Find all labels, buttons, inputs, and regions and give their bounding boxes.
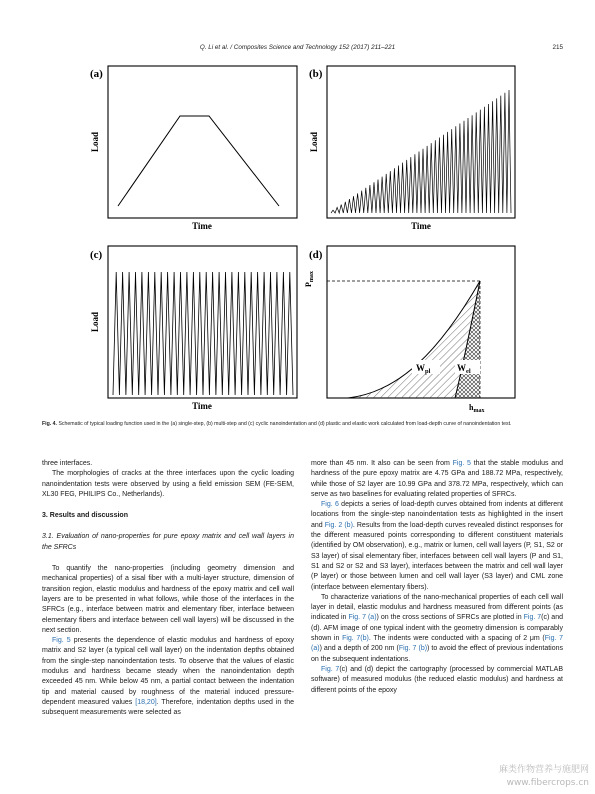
watermark-line2: www.fibercrops.cn <box>506 778 589 788</box>
right-p4: Fig. 7(c) and (d) depict the cartography (processed by commercial MATLAB software) of measured modulus (the reduced elastic modulus) and hardness at different points of the epoxy <box>311 665 563 694</box>
right-p1: more than 45 nm. It also can be seen from Fig. 5 that the stable modulus and hardness of the pure epoxy matrix are 4.75 GPa and 188.72 MPa, respectively, while those of S2 layer are 10.99 GPa and 378.72 MPa, respectively, which can serve as two baselines for evaluating related properties of SFRCs. <box>311 460 563 498</box>
fig6-link[interactable]: Fig. 6 <box>321 501 339 509</box>
fig5-link-right[interactable]: Fig. 5 <box>452 460 471 467</box>
watermark-line1: 麻类作物营养与施肥网 <box>498 765 589 775</box>
caption-text: Schematic of typical loading function used in the (a) single-step, (b) multi-step and (c) cyclic nanoindentation and (d) plastic and elastic work calculated from load-depth curve of nanoindentation test. <box>58 421 512 427</box>
panel-c <box>90 246 297 411</box>
figure-caption <box>42 420 562 428</box>
panel-b-xlabel: Time <box>411 221 431 231</box>
panel-d <box>304 246 515 414</box>
panel-b <box>309 66 515 231</box>
panel-a-id: (a) <box>90 68 103 80</box>
panel-a-frame <box>108 66 297 218</box>
panel-a <box>90 66 297 231</box>
panel-a-trapezoid <box>118 116 279 206</box>
fig7b-link-2[interactable]: Fig. 7 (b) <box>398 645 428 653</box>
right-p3: To characterize variations of the nano-mechanical properties of each cell wall layer in detail, elastic modulus and hardness measured from different points (as indicated in Fig. 7 (a)) on the cross sections of SFRCs are plotted in Fig. 7(c) and (d). AFM image of one typical indent with the geometry dimension is comparably shown in Fig. 7(b). The indents were conducted with a spacing of 2 μm (Fig. 7 (a)) and a depth of 200 nm (Fig. 7 (b)) to avoid the effect of previous indentations on the subsequent indentations. <box>311 593 563 663</box>
panel-a-ylabel: Load <box>90 131 100 153</box>
watermark <box>499 764 589 790</box>
pmax-label: $P_{max}$ <box>304 271 315 287</box>
page-number: 215 <box>552 44 563 51</box>
left-p1: three interfaces. <box>42 460 93 467</box>
right-column <box>311 459 563 696</box>
panel-b-multistep-wave <box>331 90 511 213</box>
left-column <box>42 459 294 719</box>
journal-reference: Q. Li et al. / Composites Science and Technology 152 (2017) 211–221 <box>199 44 396 51</box>
fig7-link-2[interactable]: Fig. 7 <box>321 665 340 673</box>
hmax-label: $h_{max}$ <box>469 403 485 414</box>
panel-c-id: (c) <box>90 249 103 261</box>
fig7a-link-2[interactable]: Fig. 7 (a) <box>311 635 563 653</box>
subsection-heading: 3.1. Evaluation of nano-properties for pure epoxy matrix and cell wall layers in the SFRCs <box>42 533 294 551</box>
fig5-link[interactable]: Fig. 5 <box>52 637 71 645</box>
left-p4: Fig. 5 presents the dependence of elastic modulus and hardness of epoxy matrix and S2 layer (a typical cell wall layer) on the indentation depths obtained from the single-step nanoindentation tests. To observe that the values of elastic modulus and hardness became steady when the nanoindentation depth exceeded 45 nm. While below 45 nm, a partial contact between the indentation tip and material caused by roughness of the material induced pressure-dependent measured values [18,20]. Therefore, indentation depths used in the subsequent measurements were selected as <box>42 637 294 717</box>
right-p2: Fig. 6 depicts a series of load-depth curves obtained from indents at different locations from the single-step nanoindentation tests as highlighted in the insert and Fig. 2 (b). Results from the load-depth curves revealed distinct responses for the different measured points corresponding to different constituent materials (identified by OM observation), e.g., matrix or lumen, cell wall layers (P, S1, S2 or S3 layer) of sisal elementary fiber, interfaces between cell wall layers (P and S1, S1 and S2 or S2 and S3 layer), interfaces between the matrix and cell wall layer (P layer) or those between lumen and cell wall layer (S3 layer) and CML zone (interface between elementary fibers). <box>311 501 564 591</box>
ref-link[interactable]: [18,20] <box>135 698 157 706</box>
fig7-link[interactable]: Fig. 7 <box>523 614 542 622</box>
left-p2: The morphologies of cracks at the three interfaces upon the cyclic loading nanoindentation tests were observed by using a field emission SEM (FE-SEM, XL30 FEG, PHILIPS Co., Netherlands). <box>42 470 294 498</box>
panel-c-xlabel: Time <box>192 401 212 411</box>
caption-label: Fig. 4. <box>42 421 57 427</box>
fig2b-link[interactable]: Fig. 2 (b) <box>324 521 353 529</box>
panel-b-ylabel: Load <box>309 131 319 153</box>
wel-label: $W_{el}$ <box>457 363 471 375</box>
panel-d-id: (d) <box>309 249 323 261</box>
wpl-label: $W_{pl}$ <box>416 363 431 375</box>
panel-b-id: (b) <box>309 68 323 80</box>
panel-c-ylabel: Load <box>90 311 100 333</box>
fig7a-link[interactable]: Fig. 7 (a) <box>348 614 377 622</box>
fig7b-link[interactable]: Fig. 7(b) <box>342 635 369 643</box>
panel-a-xlabel: Time <box>192 221 212 231</box>
left-p3: To quantify the nano-properties (including geometry dimension and mechanical properties) of a sisal fiber with a multi-layer structure, dimension of transition region, elastic modulus and hardness of the epoxy matrix and cell wall layers are to be presented in what follows, while those of the interfaces in the SFRCs (e.g., interface between matrix and elementary fiber, interface between elementary fibers and interface between cell wall layers) will be discussed in the next section. <box>42 565 294 634</box>
section-heading: 3. Results and discussion <box>42 512 128 520</box>
panel-c-cyclic-wave <box>113 272 293 395</box>
